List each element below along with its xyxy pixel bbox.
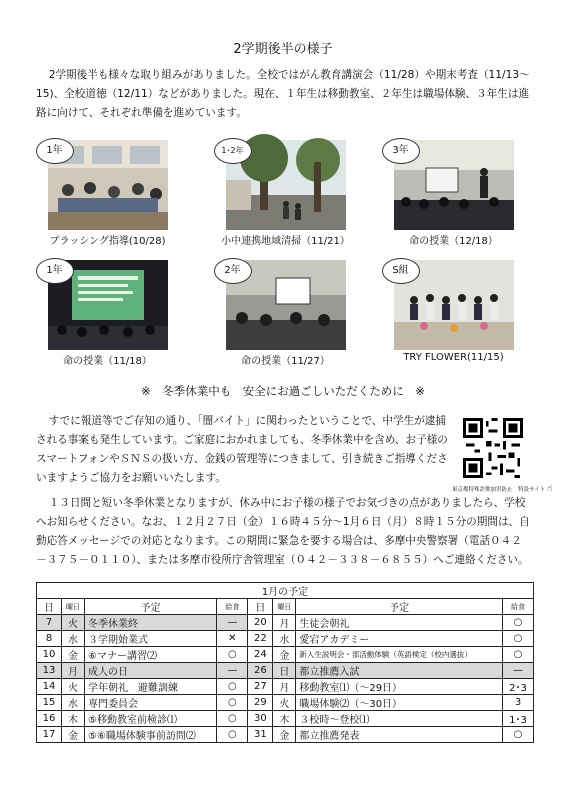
schedule-plan-cell: 生徒会朝礼: [296, 615, 503, 631]
schedule-plan-cell: 学年朝礼 避難訓練: [85, 679, 217, 695]
grade-badge: 1･2年: [214, 138, 252, 164]
schedule-plan-cell: ⑤移動教室前検診⑴: [85, 711, 217, 727]
schedule-day-cell: 24: [248, 647, 273, 663]
schedule-lunch-cell: ○: [217, 711, 248, 727]
schedule-day-cell: 22: [248, 631, 273, 647]
photo-caption: TRY FLOWER(11/15): [403, 352, 504, 363]
schedule-day-cell: 31: [248, 727, 273, 743]
schedule-plan-cell: ⑥マナー講習⑵: [85, 647, 217, 663]
header-lunch: 給食: [217, 599, 248, 615]
schedule-lunch-cell: ○: [503, 727, 534, 743]
photo-grid: [40, 140, 530, 370]
schedule-lunch-cell: 3: [503, 695, 534, 711]
schedule-lunch-cell: —: [217, 663, 248, 679]
schedule-dow-cell: 月: [273, 615, 296, 631]
schedule-table: [36, 582, 534, 743]
schedule-dow-cell: 日: [273, 663, 296, 679]
header-day: 日: [248, 599, 273, 615]
notice-heading: ※ 冬季休業中も 安全にお過ごしいただくために ※: [141, 384, 425, 398]
photo-card: [218, 140, 353, 247]
schedule-day-cell: 16: [37, 711, 62, 727]
photo-card: [386, 260, 521, 363]
header-day: 日: [37, 599, 62, 615]
schedule-row: [37, 679, 534, 695]
qr-caption-text: 東京都特殊詐欺加害防止 特設サイト: [452, 487, 546, 493]
schedule-lunch-cell: ○: [503, 615, 534, 631]
grade-badge: 3年: [382, 138, 420, 164]
schedule-dow-cell: 金: [62, 647, 85, 663]
grade-badge: 1年: [36, 138, 74, 164]
schedule-lunch-cell: ○: [217, 727, 248, 743]
schedule-day-cell: 15: [37, 695, 62, 711]
schedule-lunch-cell: ○: [217, 695, 248, 711]
photo-life-class-1: [48, 260, 168, 350]
photo-life-class-3: [394, 140, 514, 230]
schedule-dow-cell: 水: [62, 631, 85, 647]
schedule-day-cell: 14: [37, 679, 62, 695]
schedule-day-cell: 26: [248, 663, 273, 679]
schedule-lunch-cell: ○: [503, 631, 534, 647]
schedule-day-cell: 8: [37, 631, 62, 647]
schedule-plan-cell: ⑤⑥職場体験事前訪問⑵: [85, 727, 217, 743]
schedule-day-cell: 29: [248, 695, 273, 711]
schedule-plan-cell: 専門委員会: [85, 695, 217, 711]
schedule-dow-cell: 月: [62, 663, 85, 679]
grade-badge: 1年: [36, 258, 74, 284]
photo-caption: 命の授業（11/27）: [241, 356, 330, 367]
qr-block[interactable]: [452, 418, 553, 494]
photo-caption: 小中連携地域清掃（11/21）: [221, 236, 350, 247]
schedule-row: [37, 647, 534, 663]
schedule-dow-cell: 木: [62, 711, 85, 727]
qr-code-icon[interactable]: [463, 418, 523, 478]
schedule-plan-cell: 新入生説明会・部活動体験（英語検定（校内選抜）: [296, 647, 503, 663]
schedule-lunch-cell: ✕: [217, 631, 248, 647]
photo-card: [386, 140, 521, 247]
schedule-lunch-cell: 2･3: [503, 679, 534, 695]
schedule-day-cell: 7: [37, 615, 62, 631]
schedule-dow-cell: 金: [62, 727, 85, 743]
schedule-plan-cell: ３学期始業式: [85, 631, 217, 647]
page-title: 2学期後半の様子: [233, 42, 333, 57]
schedule-dow-cell: 火: [273, 695, 296, 711]
photo-caption: ブラッシング指導(10/28): [49, 236, 166, 247]
schedule-plan-cell: 冬季休業終: [85, 615, 217, 631]
intro-paragraph: 2学期後半も様々な取り組みがありました。全校ではがん教育講演会（11/28）や期末考査（11/13〜15)、全校道徳（12/11）などがありました。現在、１年生は移動教室、２年生は職場体験、３年生は進路に向けて、それぞれ準備を進めています。: [36, 69, 530, 119]
schedule-lunch-cell: ○: [217, 679, 248, 695]
schedule-dow-cell: 水: [62, 695, 85, 711]
schedule-dow-cell: 水: [273, 631, 296, 647]
header-lunch: 給食: [503, 599, 534, 615]
schedule-lunch-cell: ○: [503, 647, 534, 663]
grade-badge: 2年: [214, 258, 252, 284]
header-dow: 曜日: [62, 599, 85, 615]
qr-caption: [452, 484, 553, 494]
schedule-plan-cell: 愛宕アカデミー: [296, 631, 503, 647]
schedule-row: [37, 663, 534, 679]
schedule-plan-cell: 成人の日: [85, 663, 217, 679]
schedule-plan-cell: 職場体験⑵（〜30日）: [296, 695, 503, 711]
schedule-caption: 1月の予定: [37, 583, 534, 599]
photo-life-class-2: [226, 260, 346, 350]
schedule-day-cell: 13: [37, 663, 62, 679]
schedule-lunch-cell: —: [503, 663, 534, 679]
schedule-dow-cell: 火: [62, 615, 85, 631]
schedule-row: [37, 695, 534, 711]
header-dow: 曜日: [273, 599, 296, 615]
closing-paragraph: １３日間と短い冬季休業となりますが、休み中にお子様の様子でお気づきの点がありましたら、学校へお知らせください。なお、１２月２７日（金）１６時４５分〜1月６日（月）８時１５分の期間は、自動応答メッセージでの対応となります。この期間に緊急を要する場合は、多摩中央警察署（電話０４２－３７５－０１１０）、または多摩市役所庁舎管理室（０４２－３３８－６８５５）へご連絡ください。: [36, 497, 530, 566]
schedule-plan-cell: 移動教室⑴（〜29日）: [296, 679, 503, 695]
photo-caption: 命の授業（11/18）: [63, 356, 152, 367]
schedule-plan-cell: ３校時〜登校⑴: [296, 711, 503, 727]
header-plan: 予定: [85, 599, 217, 615]
photo-cleanup: [221, 140, 346, 230]
schedule-row: [37, 631, 534, 647]
schedule-row: [37, 711, 534, 727]
schedule-day-cell: 20: [248, 615, 273, 631]
schedule-row: [37, 727, 534, 743]
schedule-dow-cell: 金: [273, 647, 296, 663]
schedule-day-cell: 17: [37, 727, 62, 743]
schedule-body: [37, 615, 534, 743]
schedule-dow-cell: 月: [273, 679, 296, 695]
schedule-lunch-cell: ○: [217, 647, 248, 663]
pointer-hand-icon: ☝: [546, 484, 553, 494]
photo-card: [40, 140, 175, 247]
schedule-day-cell: 30: [248, 711, 273, 727]
photo-card: [40, 260, 175, 367]
grade-badge: S組: [382, 258, 420, 284]
photo-brushing: [48, 140, 168, 230]
schedule-row: [37, 615, 534, 631]
schedule-plan-cell: 都立推薦入試: [296, 663, 503, 679]
schedule-dow-cell: 金: [273, 727, 296, 743]
photo-caption: 命の授業（12/18）: [409, 236, 498, 247]
schedule-lunch-cell: 1･3: [503, 711, 534, 727]
schedule-day-cell: 10: [37, 647, 62, 663]
photo-card: [218, 260, 353, 367]
notice-paragraph: すでに報道等でご存知の通り、「闇バイト」に関わったということで、中学生が逮捕される事案も発生しています。ご家庭におかれましても、冬季休業中を含め、お子様のスマートフォンやＳＮＳの扱い方、金銭の管理等につきまして、引き続きご指導くださいますようご協力をお願いいたします。: [36, 415, 448, 484]
header-plan: 予定: [296, 599, 503, 615]
schedule-dow-cell: 火: [62, 679, 85, 695]
photo-try-flower: [394, 260, 514, 350]
schedule-lunch-cell: —: [217, 615, 248, 631]
schedule-day-cell: 27: [248, 679, 273, 695]
schedule-dow-cell: 木: [273, 711, 296, 727]
schedule-plan-cell: 都立推薦発表: [296, 727, 503, 743]
